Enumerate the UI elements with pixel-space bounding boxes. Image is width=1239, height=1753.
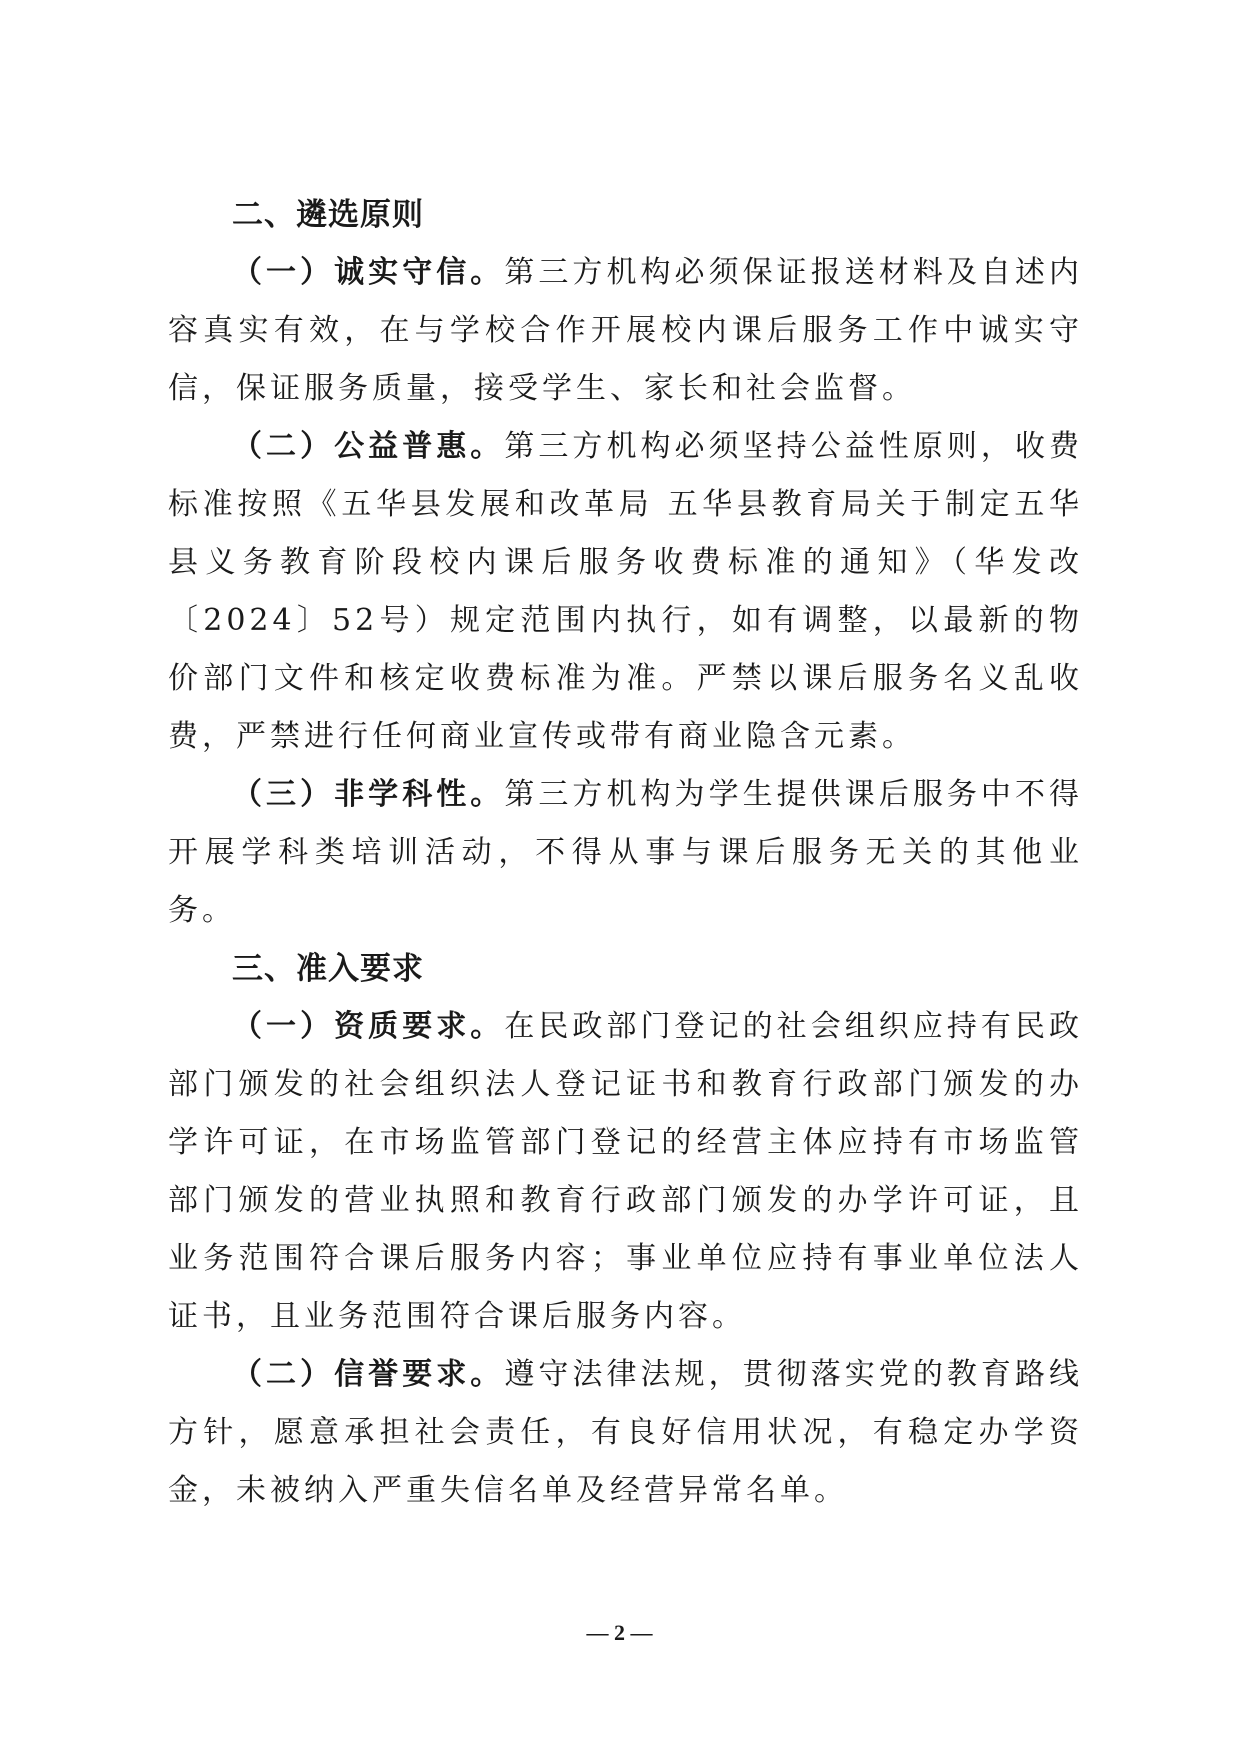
paragraph-credibility <box>168 1346 1083 1520</box>
paragraph-lead: （二）公益普惠。 <box>232 429 505 464</box>
paragraph-text: 第三方机构必须坚持公益性原则，收费标准按照《五华县发展和改革局 五华县教育局关于制定五华县义务教育阶段校内课后服务收费标准的通知》（华发改〔2024〕52号）规定范围内执行，如有调整，以最新的物价部门文件和核定收费标准为准。严禁以课后服务名义乱收费，严禁进行任何商业宣传或带有商业隐含元素。 <box>168 429 1084 754</box>
paragraph-non-academic <box>168 766 1083 940</box>
paragraph-text: 遵守法律法规，贯彻落实党的教育路线方针，愿意承担社会责任，有良好信用状况，有稳定办学资金，未被纳入严重失信名单及经营异常名单。 <box>168 1357 1084 1508</box>
paragraph-public-welfare <box>168 418 1083 766</box>
document-body <box>168 186 1083 1520</box>
paragraph-text: 第三方机构必须保证报送材料及自述内容真实有效，在与学校合作开展校内课后服务工作中诚实守信，保证服务质量，接受学生、家长和社会监督。 <box>168 255 1084 406</box>
paragraph-lead: （一）资质要求。 <box>232 1009 505 1044</box>
paragraph-text: 第三方机构为学生提供课后服务中不得开展学科类培训活动，不得从事与课后服务无关的其他业务。 <box>168 777 1084 928</box>
section-heading-admission-requirements: 三、准入要求 <box>232 951 424 987</box>
paragraph-lead: （二）信誉要求。 <box>232 1357 505 1392</box>
paragraph-text: 在民政部门登记的社会组织应持有民政部门颁发的社会组织法人登记证书和教育行政部门颁发的办学许可证，在市场监管部门登记的经营主体应持有市场监管部门颁发的营业执照和教育行政部门颁发的办学许可证，且业务范围符合课后服务内容；事业单位应持有事业单位法人证书，且业务范围符合课后服务内容。 <box>168 1009 1084 1334</box>
paragraph-qualification <box>168 998 1083 1346</box>
paragraph-lead: （三）非学科性。 <box>232 777 505 812</box>
page-number: — 2 — <box>586 1620 653 1645</box>
paragraph-honesty <box>168 244 1083 418</box>
section-heading-selection-principles: 二、遴选原则 <box>232 197 424 233</box>
paragraph-lead: （一）诚实守信。 <box>232 255 505 290</box>
